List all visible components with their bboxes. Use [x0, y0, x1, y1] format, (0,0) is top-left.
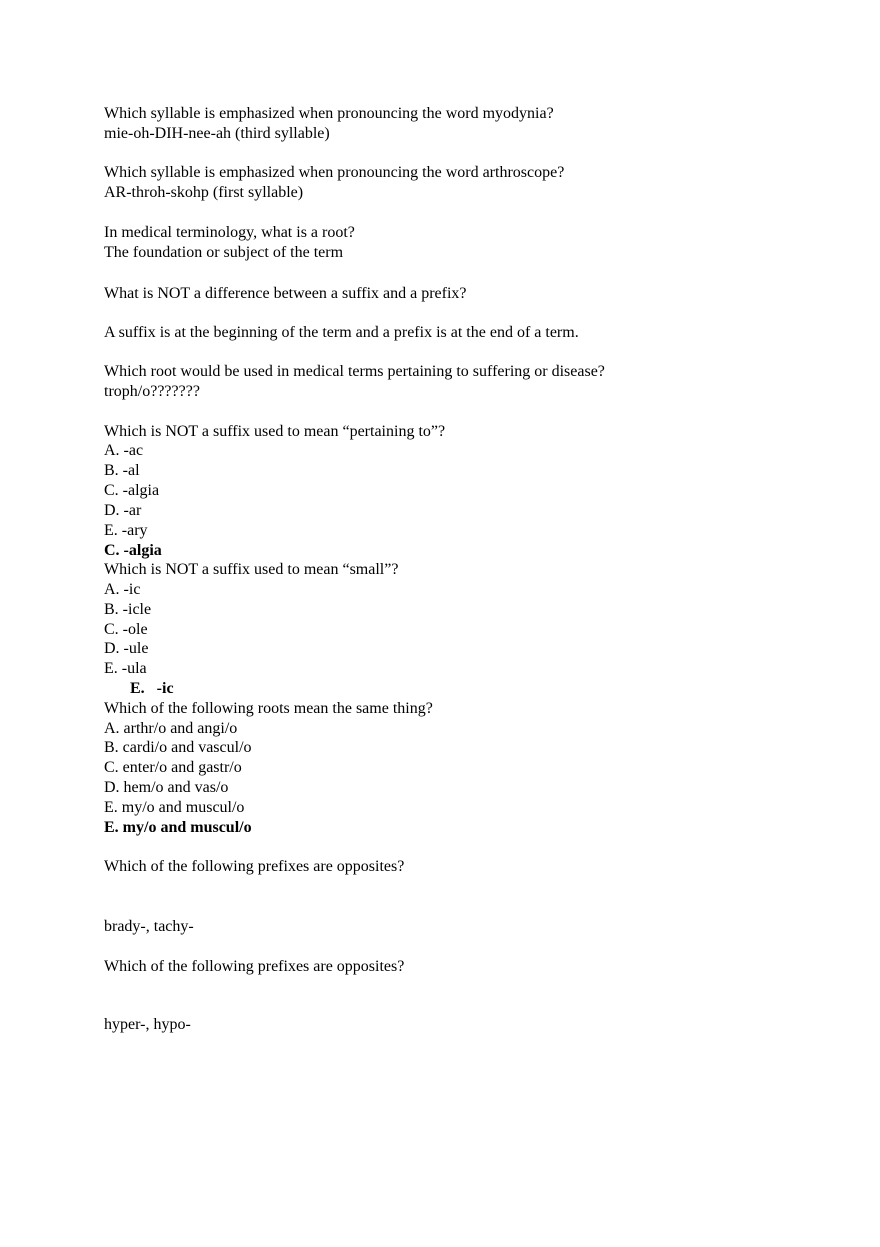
answer-small-text: -ic	[156, 680, 174, 697]
answer-root: The foundation or subject of the term	[104, 244, 344, 261]
answer-opposites-2: hyper-, hypo-	[104, 1016, 191, 1033]
answer-same-roots: E. my/o and muscul/o	[104, 819, 252, 836]
option-item: D. -ule	[104, 640, 149, 657]
option-item: B. -al	[104, 462, 140, 479]
answer-small-letter: E.	[130, 680, 145, 697]
option-item: C. -ole	[104, 621, 148, 638]
answer-arthroscope: AR-throh-skohp (first syllable)	[104, 184, 304, 201]
option-item: E. -ary	[104, 522, 148, 539]
question-pertaining-to: Which is NOT a suffix used to mean “pertaining to”?	[104, 423, 446, 440]
question-opposites-2: Which of the following prefixes are opposites?	[104, 958, 405, 975]
answer-disease-root: troph/o???????	[104, 383, 200, 400]
answer-pertaining-to: C. -algia	[104, 542, 162, 559]
question-myodynia: Which syllable is emphasized when pronouncing the word myodynia?	[104, 105, 554, 122]
answer-suffix-prefix: A suffix is at the beginning of the term and a prefix is at the end of a term.	[104, 324, 579, 341]
question-opposites-1: Which of the following prefixes are opposites?	[104, 858, 405, 875]
option-item: A. -ac	[104, 442, 144, 459]
answer-opposites-1: brady-, tachy-	[104, 918, 194, 935]
question-suffix-prefix: What is NOT a difference between a suffix and a prefix?	[104, 285, 467, 302]
option-item: B. -icle	[104, 601, 152, 618]
option-item: B. cardi/o and vascul/o	[104, 739, 252, 756]
question-root: In medical terminology, what is a root?	[104, 224, 355, 241]
option-item: E. my/o and muscul/o	[104, 799, 245, 816]
question-arthroscope: Which syllable is emphasized when pronouncing the word arthroscope?	[104, 164, 565, 181]
question-small: Which is NOT a suffix used to mean “small”?	[104, 561, 399, 578]
question-same-roots: Which of the following roots mean the same thing?	[104, 700, 433, 717]
option-item: A. arthr/o and angi/o	[104, 720, 238, 737]
option-item: E. -ula	[104, 660, 147, 677]
option-item: D. hem/o and vas/o	[104, 779, 229, 796]
answer-small	[130, 679, 174, 699]
question-disease-root: Which root would be used in medical terms pertaining to suffering or disease?	[104, 363, 605, 380]
option-item: C. -algia	[104, 482, 160, 499]
option-item: A. -ic	[104, 581, 141, 598]
option-item: D. -ar	[104, 502, 142, 519]
answer-myodynia: mie-oh-DIH-nee-ah (third syllable)	[104, 125, 330, 142]
option-item: C. enter/o and gastr/o	[104, 759, 242, 776]
